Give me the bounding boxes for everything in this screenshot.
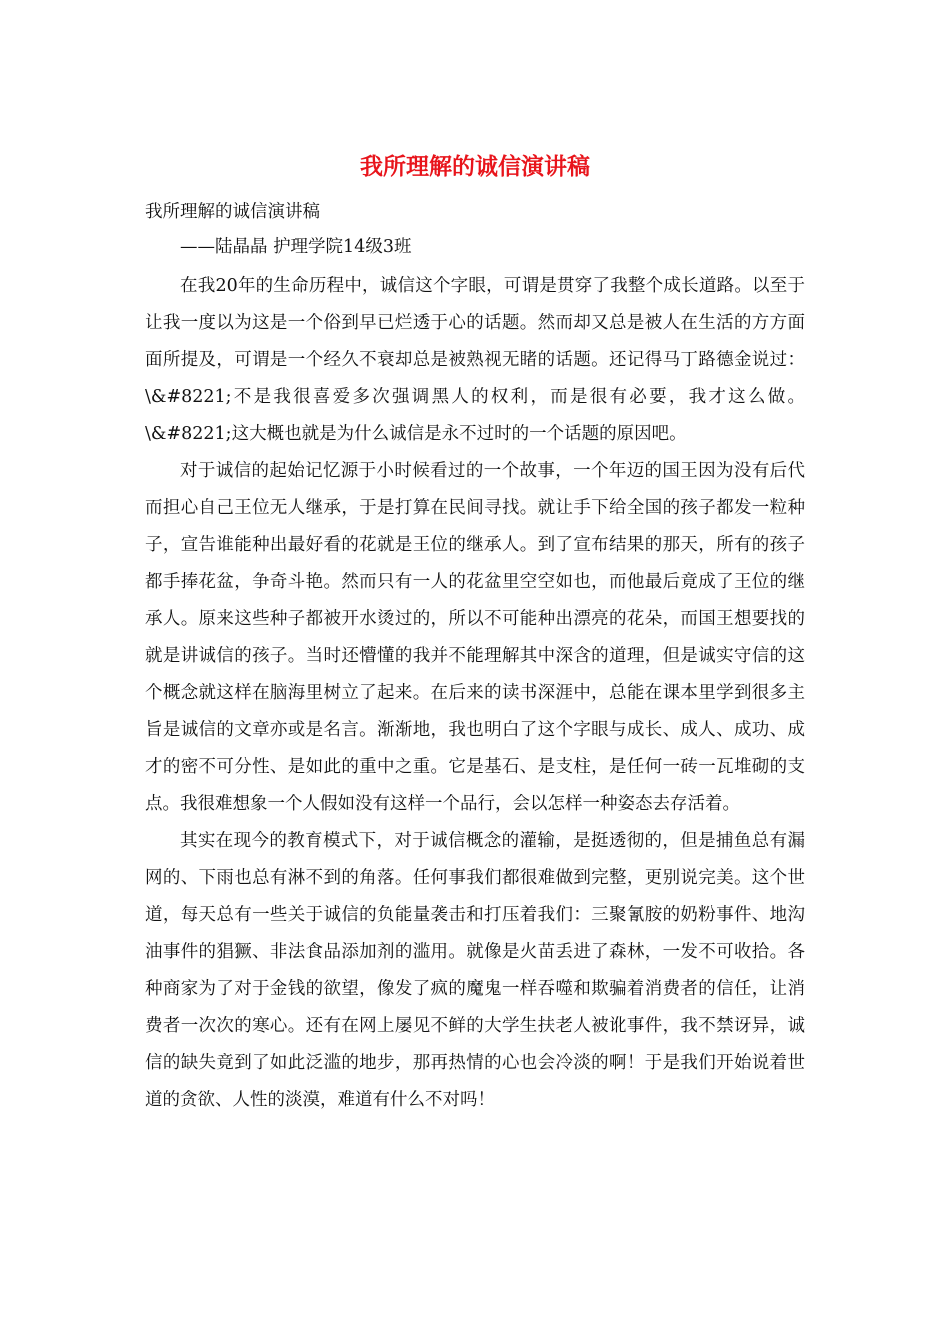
document-subtitle: 我所理解的诚信演讲稿 bbox=[145, 202, 320, 222]
author-byline: ——陆晶晶 护理学院14级3班 bbox=[180, 237, 412, 257]
document-body bbox=[145, 198, 805, 1119]
paragraph-2: 对于诚信的起始记忆源于小时候看过的一个故事，一个年迈的国王因为没有后代而担心自己王位无人继承，于是打算在民间寻找。就让手下给全国的孩子都发一粒种子，宣告谁能种出最好看的花就是王位的继承人。到了宣布结果的那天，所有的孩子都手捧花盆，争奇斗艳。然而只有一人的花盆里空空如也，而他最后竟成了王位的继承人。原来这些种子都被开水烫过的，所以不可能种出漂亮的花朵，而国王想要找的就是讲诚信的孩子。当时还懵懂的我并不能理解其中深含的道理，但是诚实守信的这个概念就这样在脑海里树立了起来。在后来的读书深涯中，总能在课本里学到很多主旨是诚信的文章亦或是名言。渐渐地，我也明白了这个字眼与成长、成人、成功、成才的密不可分性、是如此的重中之重。它是基石、是支柱，是任何一砖一瓦堆砌的支点。我很难想象一个人假如没有这样一个品行，会以怎样一种姿态去存活着。 bbox=[145, 461, 805, 814]
document-title: 我所理解的诚信演讲稿 bbox=[360, 153, 590, 180]
paragraph-1: 在我20年的生命历程中，诚信这个字眼，可谓是贯穿了我整个成长道路。以至于让我一度以为这是一个俗到早已烂透于心的话题。然而却又总是被人在生活的方方面面所提及，可谓是一个经久不衰却总是被熟视无睹的话题。还记得马丁路德金说过：\&#8221;不是我很喜爱多次强调黑人的权利，而是很有必要，我才这么做。\&#8221;这大概也就是为什么诚信是永不过时的一个话题的原因吧。 bbox=[145, 276, 805, 444]
paragraph-3: 其实在现今的教育模式下，对于诚信概念的灌输，是挺透彻的，但是捕鱼总有漏网的、下雨也总有淋不到的角落。任何事我们都很难做到完整，更别说完美。这个世道，每天总有一些关于诚信的负能量袭击和打压着我们：三聚氰胺的奶粉事件、地沟油事件的猖獗、非法食品添加剂的滥用。就像是火苗丢进了森林，一发不可收拾。各种商家为了对于金钱的欲望，像发了疯的魔鬼一样吞噬和欺骗着消费者的信任，让消费者一次次的寒心。还有在网上屡见不鲜的大学生扶老人被讹事件，我不禁讶异，诚信的缺失竟到了如此泛滥的地步，那再热情的心也会冷淡的啊！于是我们开始说着世道的贪欲、人性的淡漠，难道有什么不对吗！ bbox=[145, 831, 805, 1110]
